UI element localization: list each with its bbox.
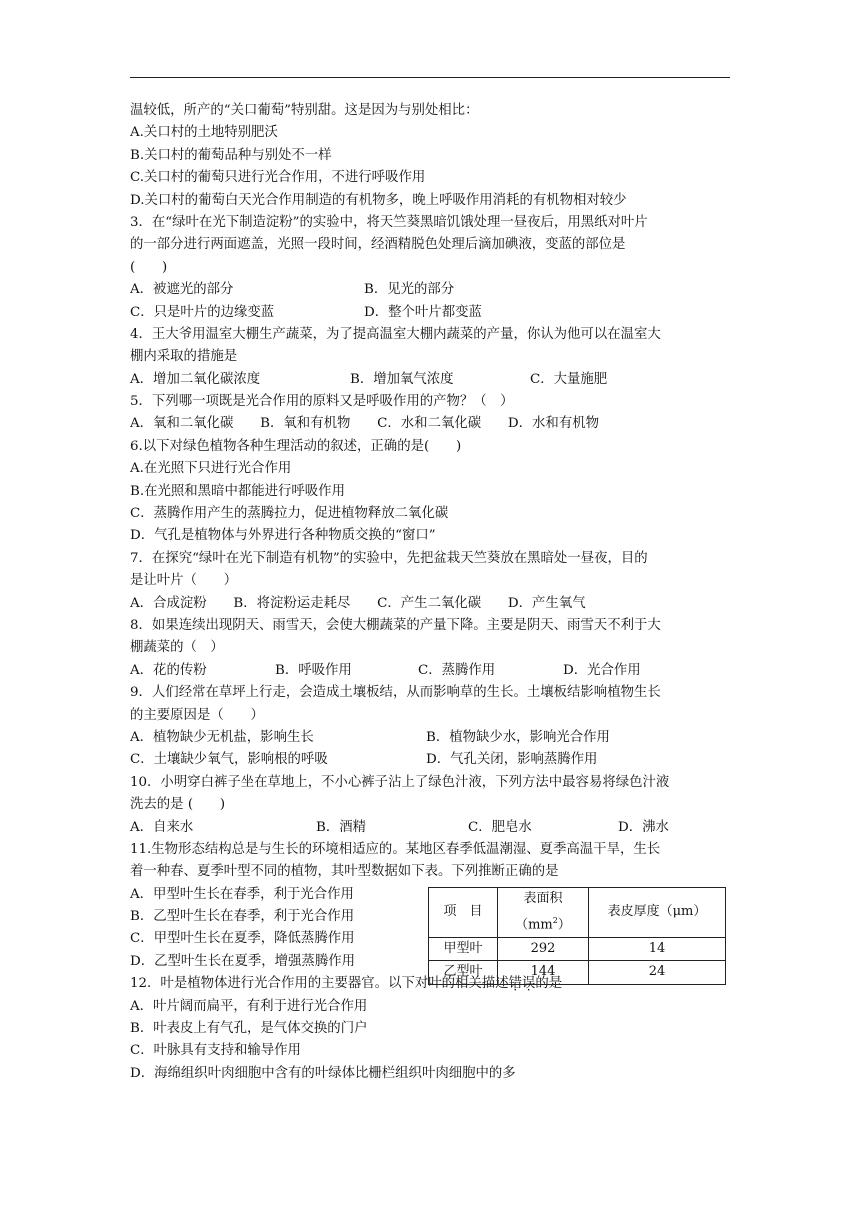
question-7: 7．在探究“绿叶在光下制造有机物”的实验中，先把盆栽天竺葵放在黑暗处一昼夜，目的 <box>130 550 648 566</box>
option-b: B．植物缺少水，影响光合作用 <box>426 729 610 745</box>
question-10: 10．小明穿白裤子坐在草地上，不小心裤子沾上了绿色汁液，下列方法中最容易将绿色汁液 <box>130 774 670 790</box>
option-c: C.关口村的葡萄只进行光合作用，不进行呼吸作用 <box>130 170 426 186</box>
option-c: C．蒸腾作用 <box>418 662 496 678</box>
option-a: A．自来水 <box>130 819 194 835</box>
option-d: D.关口村的葡萄白天光合作用制造的有机物多，晚上呼吸作用消耗的有机物相对较少 <box>130 192 627 208</box>
text-line: 温较低，所产的“关口葡萄”特别甜。这是因为与别处相比： <box>130 103 479 118</box>
table-cell: 24 <box>589 961 726 984</box>
question-8: 8．如果连续出现阴天、雨雪天，会使大棚蔬菜的产量下降。主要是阴天、雨雪天不利于大 <box>130 617 661 633</box>
option-a: A．甲型叶生长在春季，利于光合作用 <box>130 886 354 902</box>
question-3-blank: ( ) <box>130 259 168 275</box>
question-12-text-end: 的是 <box>535 976 563 992</box>
option-d: D．气孔关闭，影响蒸腾作用 <box>426 752 598 768</box>
option-d: D．气孔是植物体与外界进行各种物质交换的“窗口” <box>130 528 436 544</box>
question-8-cont: 棚蔬菜的（ ） <box>130 640 224 656</box>
option-c: C．蒸腾作用产生的蒸腾拉力，促进植物释放二氧化碳 <box>130 506 449 522</box>
question-3-options-row-1 <box>130 279 740 301</box>
question-11-options <box>130 884 410 974</box>
question-7-options: A．合成淀粉 B．将淀粉运走耗尽 C．产生二氧化碳 D．产生氧气 <box>130 595 586 611</box>
question-4-cont: 棚内采取的措施是 <box>130 349 238 365</box>
question-9-options-row-2 <box>130 749 740 771</box>
document-body <box>130 100 740 1085</box>
emphasis-char: 误 <box>521 976 536 992</box>
option-b: B.在光照和黑暗中都能进行呼吸作用 <box>130 483 345 499</box>
table-cell: 292 <box>498 937 589 960</box>
option-b: B．乙型叶生长在春季，利于光合作用 <box>130 909 355 925</box>
header-text-end: ） <box>557 917 571 933</box>
option-d: D．光合作用 <box>563 662 641 678</box>
option-c: C．土壤缺少氧气，影响根的呼吸 <box>130 752 328 768</box>
leaf-data-table <box>428 887 726 985</box>
emphasis-char: 错 <box>508 976 522 992</box>
question-5: 5．下列哪一项既是光合作用的原料又是呼吸作用的产物？（ ） <box>130 394 514 410</box>
question-4-options <box>130 369 740 391</box>
option-b: B．见光的部分 <box>364 282 455 298</box>
option-c: C．肥皂水 <box>468 819 532 835</box>
question-11-cont: 着一种春、夏季叶型不同的植物，其叶型数据如下表。下列推断正确的是 <box>130 864 559 880</box>
option-d: D．整个叶片都变蓝 <box>364 304 482 320</box>
option-a: A．被遮光的部分 <box>130 282 234 298</box>
option-d: D．沸水 <box>618 819 669 835</box>
option-a: A.关口村的土地特别肥沃 <box>130 125 278 141</box>
option-b: B．叶表皮上有气孔，是气体交换的门户 <box>130 1021 368 1037</box>
header-superscript: 2 <box>552 916 558 926</box>
question-9: 9．人们经常在草坪上行走，会造成土壤板结，从而影响草的生长。土壤板结影响植物生长 <box>130 685 661 701</box>
option-c: C．甲型叶生长在夏季，降低蒸腾作用 <box>130 931 355 947</box>
question-7-cont: 是让叶片（ ） <box>130 573 238 589</box>
table-header-cell: 表皮厚度（μm） <box>589 887 726 937</box>
option-a: A.在光照下只进行光合作用 <box>130 461 292 477</box>
question-10-cont: 洗去的是 ( ) <box>130 797 226 813</box>
question-11: 11.生物形态结构总是与生长的环境相适应的。某地区春季低温潮湿、夏季高温干旱，生长 <box>130 841 661 857</box>
question-5-options: A．氧和二氧化碳 B．氧和有机物 C．水和二氧化碳 D．水和有机物 <box>130 416 599 432</box>
option-b: B．呼吸作用 <box>275 662 352 678</box>
table-cell: 14 <box>589 937 726 960</box>
option-d: D．乙型叶生长在夏季，增强蒸腾作用 <box>130 953 355 969</box>
option-c: C．大量施肥 <box>530 371 608 387</box>
option-d: D．海绵组织叶肉细胞中含有的叶绿体比栅栏组织叶肉细胞中的多 <box>130 1065 516 1081</box>
question-9-cont: 的主要原因是（ ） <box>130 707 264 723</box>
option-b: B．增加氧气浓度 <box>350 371 454 387</box>
table-row <box>429 937 726 960</box>
table-header-cell <box>498 887 589 937</box>
option-c: C．叶脉具有支持和输导作用 <box>130 1043 301 1059</box>
question-3-cont: 的一部分进行两面遮盖，光照一段时间，经酒精脱色处理后滴加碘液，变蓝的部位是 <box>130 237 626 253</box>
question-10-options <box>130 817 740 839</box>
question-3-options-row-2 <box>130 302 740 324</box>
question-6: 6.以下对绿色植物各种生理活动的叙述，正确的是( ) <box>130 438 462 454</box>
question-4: 4．王大爷用温室大棚生产蔬菜，为了提高温室大棚内蔬菜的产量，你认为他可以在温室大 <box>130 326 661 342</box>
question-8-options <box>130 660 740 682</box>
table-cell: 乙型叶 <box>429 961 498 984</box>
table-cell: 144 <box>498 961 589 984</box>
option-a: A．植物缺少无机盐，影响生长 <box>130 729 314 745</box>
option-b: B．酒精 <box>316 819 367 835</box>
option-a: A．花的传粉 <box>130 662 207 678</box>
table-header-cell: 项 目 <box>429 887 498 937</box>
header-text: 表面积（mm <box>515 890 563 933</box>
question-3: 3．在“绿叶在光下制造淀粉”的实验中，将天竺葵黑暗饥饿处理一昼夜后，用黑纸对叶片 <box>130 214 648 230</box>
option-c: C．只是叶片的边缘变蓝 <box>130 304 275 320</box>
option-a: A．增加二氧化碳浓度 <box>130 371 261 387</box>
table-cell: 甲型叶 <box>429 937 498 960</box>
question-11-body <box>130 884 740 980</box>
table-row <box>429 961 726 984</box>
option-a: A．叶片阔而扁平，有利于进行光合作用 <box>130 998 368 1014</box>
question-9-options-row-1 <box>130 727 740 749</box>
question-12-text: 12．叶是植物体进行光合作用的主要器官。以下对叶的相关描述 <box>130 976 509 992</box>
option-b: B.关口村的葡萄品种与别处不一样 <box>130 147 332 163</box>
table-header-row <box>429 887 726 937</box>
header-rule <box>130 77 730 78</box>
